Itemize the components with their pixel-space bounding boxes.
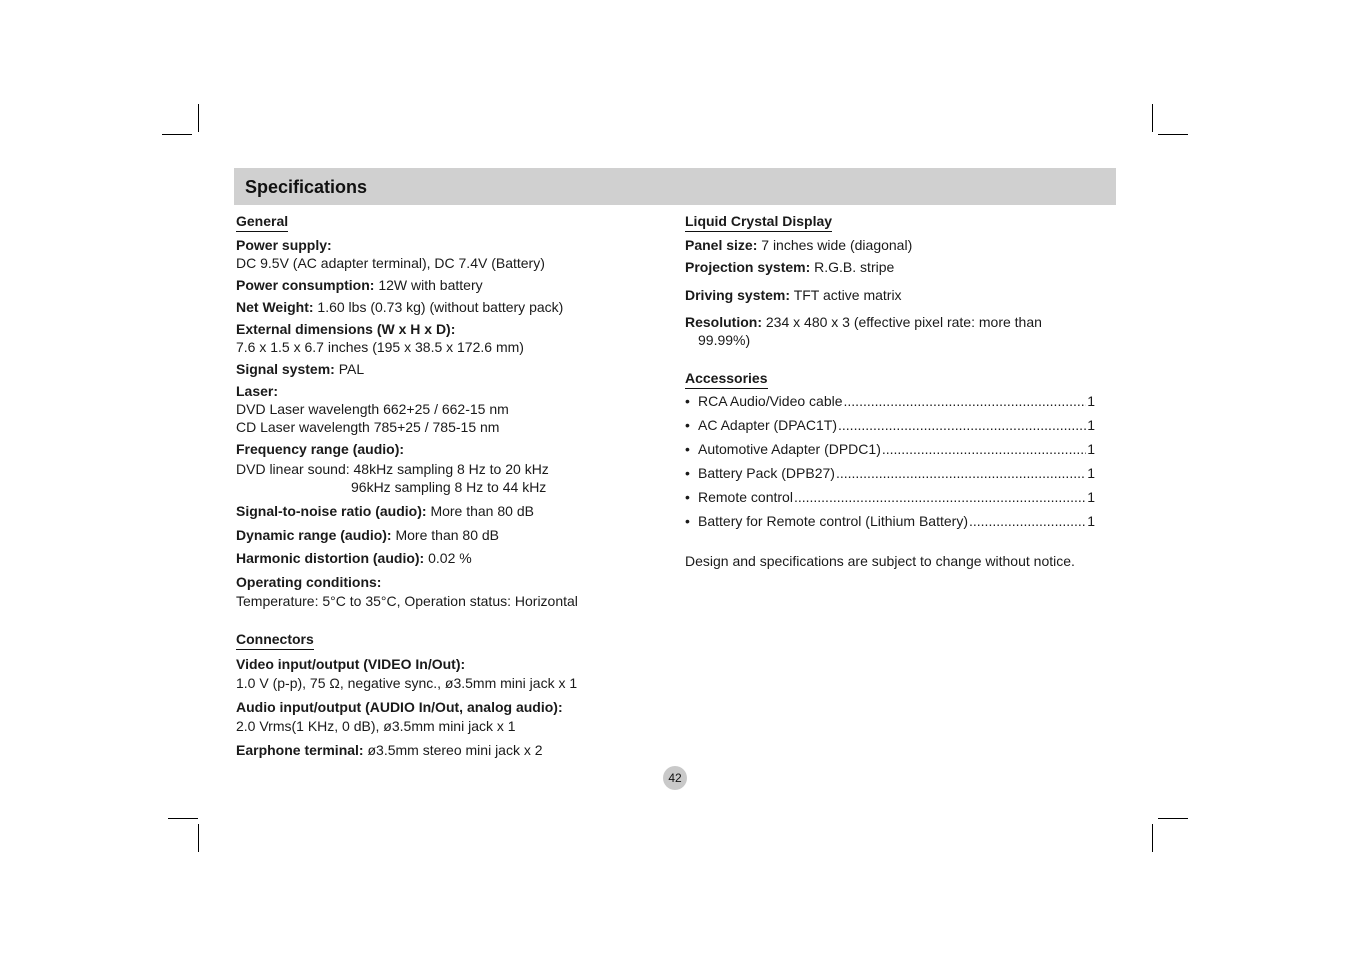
dot-leader — [844, 392, 1087, 410]
spec-label: Signal system: — [236, 361, 335, 377]
list-item — [685, 416, 1095, 440]
dot-leader — [969, 512, 1086, 530]
crop-mark — [1158, 134, 1188, 135]
accessory-qty: 1 — [1087, 465, 1095, 481]
crop-mark — [1152, 104, 1153, 132]
spec-label: Power consumption: — [236, 277, 375, 293]
spec-value: 12W with battery — [378, 277, 483, 293]
accessory-name: Battery Pack (DPB27) — [698, 465, 835, 481]
page-number: 42 — [663, 766, 687, 790]
accessory-name: RCA Audio/Video cable — [698, 393, 843, 409]
spec-signal-system — [236, 360, 636, 378]
spec-label: Audio input/output (AUDIO In/Out, analog audio): — [236, 699, 563, 715]
crop-mark — [198, 104, 199, 132]
list-item — [685, 440, 1095, 464]
section-heading-accessories: Accessories — [685, 370, 768, 389]
spec-laser — [236, 382, 636, 436]
spec-net-weight — [236, 298, 636, 316]
spec-label: Frequency range (audio): — [236, 441, 405, 457]
accessory-name: Automotive Adapter (DPDC1) — [698, 441, 881, 457]
bullet: • — [685, 513, 690, 529]
spec-label: External dimensions (W x H x D): — [236, 321, 456, 337]
title-banner — [234, 168, 1116, 205]
list-item — [685, 488, 1095, 512]
spec-value: More than 80 dB — [395, 527, 499, 543]
general-section — [236, 212, 636, 610]
spec-value: CD Laser wavelength 785+25 / 785-15 nm — [236, 419, 500, 435]
connectors-section — [236, 630, 636, 759]
spec-harmonic-distortion — [236, 549, 636, 567]
accessory-qty: 1 — [1087, 489, 1095, 505]
spec-value: 2.0 Vrms(1 KHz, 0 dB), ø3.5mm mini jack x 1 — [236, 718, 516, 734]
spec-earphone — [236, 741, 636, 759]
right-column — [685, 212, 1095, 570]
spec-label: Resolution: — [685, 314, 762, 330]
spec-value: DC 9.5V (AC adapter terminal), DC 7.4V (Battery) — [236, 255, 545, 271]
crop-mark — [168, 818, 198, 819]
accessory-qty: 1 — [1087, 393, 1095, 409]
dot-leader — [838, 416, 1086, 434]
crop-mark — [198, 824, 199, 852]
spec-resolution — [685, 313, 1095, 349]
lcd-section — [685, 212, 1095, 349]
bullet: • — [685, 417, 690, 433]
accessory-name: AC Adapter (DPAC1T) — [698, 417, 838, 433]
spec-label: Operating conditions: — [236, 574, 382, 590]
dot-leader — [794, 488, 1086, 506]
spec-value: 234 x 480 x 3 (effective pixel rate: more than — [765, 314, 1042, 330]
section-heading-connectors: Connectors — [236, 631, 314, 650]
spec-value: Temperature: 5°C to 35°C, Operation status: Horizontal — [236, 593, 578, 609]
spec-value: 7 inches wide (diagonal) — [761, 237, 913, 253]
section-heading-lcd: Liquid Crystal Display — [685, 213, 832, 232]
accessory-qty: 1 — [1087, 441, 1095, 457]
spec-value: 1.60 lbs (0.73 kg) (without battery pack) — [317, 299, 564, 315]
spec-label: Harmonic distortion (audio): — [236, 550, 425, 566]
spec-value: PAL — [338, 361, 365, 377]
spec-value: ø3.5mm stereo mini jack x 2 — [367, 742, 543, 758]
spec-value: TFT active matrix — [793, 287, 902, 303]
spec-label: Dynamic range (audio): — [236, 527, 392, 543]
accessory-qty: 1 — [1087, 417, 1095, 433]
accessory-name: Remote control — [698, 489, 793, 505]
spec-label: Power supply: — [236, 237, 332, 253]
list-item — [685, 464, 1095, 488]
spec-dynamic-range — [236, 526, 636, 544]
accessory-qty: 1 — [1087, 513, 1095, 529]
spec-value: More than 80 dB — [430, 503, 534, 519]
spec-panel-size — [685, 236, 1095, 254]
dot-leader — [836, 464, 1086, 482]
spec-projection-system — [685, 258, 1095, 276]
spec-value: 1.0 V (p-p), 75 Ω, negative sync., ø3.5mm mini jack x 1 — [236, 675, 578, 691]
spec-label: Net Weight: — [236, 299, 314, 315]
crop-mark — [1152, 824, 1153, 852]
spec-frequency-range — [236, 440, 636, 496]
list-item — [685, 512, 1095, 536]
bullet: • — [685, 441, 690, 457]
spec-value: 96kHz sampling 8 Hz to 44 kHz — [351, 479, 547, 495]
accessories-list — [685, 392, 1095, 536]
page-title: Specifications — [245, 177, 368, 197]
crop-mark — [1158, 818, 1188, 819]
spec-video-io — [236, 655, 636, 692]
spec-value: 99.99%) — [698, 332, 751, 348]
spec-label: Laser: — [236, 383, 279, 399]
list-item — [685, 392, 1095, 416]
spec-label: Signal-to-noise ratio (audio): — [236, 503, 427, 519]
spec-operating-conditions — [236, 573, 636, 610]
spec-snr — [236, 502, 636, 520]
change-notice: Design and specifications are subject to change without notice. — [685, 553, 1075, 569]
left-column — [236, 212, 636, 759]
spec-value: R.G.B. stripe — [814, 259, 895, 275]
spec-audio-io — [236, 698, 636, 735]
spec-value: 0.02 % — [428, 550, 472, 566]
spec-power-consumption — [236, 276, 636, 294]
spec-power-supply — [236, 236, 636, 272]
spec-external-dimensions — [236, 320, 636, 356]
spec-label: Video input/output (VIDEO In/Out): — [236, 656, 466, 672]
spec-label: Earphone terminal: — [236, 742, 364, 758]
spec-driving-system — [685, 286, 1095, 304]
dot-leader — [882, 440, 1086, 458]
bullet: • — [685, 393, 690, 409]
spec-label: Panel size: — [685, 237, 758, 253]
spec-label: Driving system: — [685, 287, 791, 303]
accessories-section — [685, 369, 1095, 570]
crop-mark — [162, 134, 192, 135]
spec-value: 7.6 x 1.5 x 6.7 inches (195 x 38.5 x 172.6 mm) — [236, 339, 524, 355]
section-heading-general: General — [236, 213, 288, 232]
spec-label: Projection system: — [685, 259, 811, 275]
bullet: • — [685, 465, 690, 481]
spec-value: DVD Laser wavelength 662+25 / 662-15 nm — [236, 401, 509, 417]
spec-value: DVD linear sound: 48kHz sampling 8 Hz to 20 kHz — [236, 461, 549, 477]
bullet: • — [685, 489, 690, 505]
accessory-name: Battery for Remote control (Lithium Battery) — [698, 513, 968, 529]
